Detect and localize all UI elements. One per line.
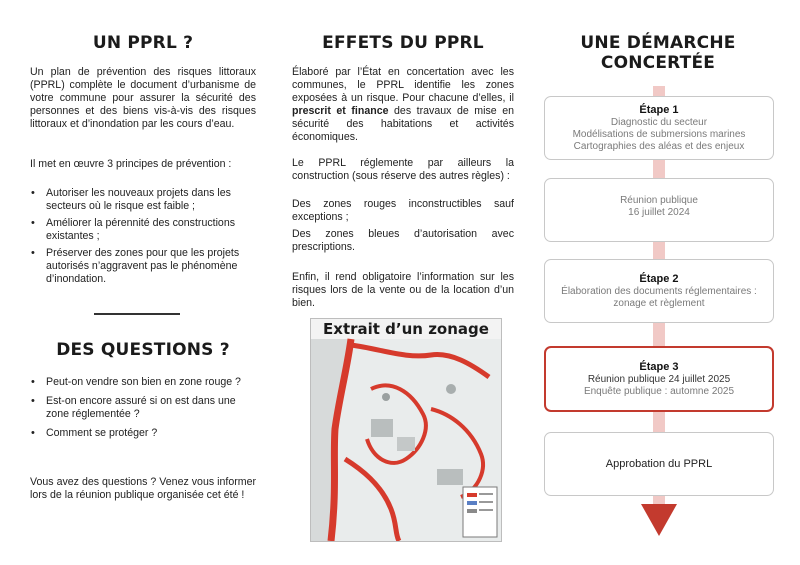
step-line: Élaboration des documents réglementaires : (561, 286, 757, 297)
questions-list (30, 376, 256, 446)
step-line: Approbation du PPRL (605, 458, 713, 470)
principles-list (30, 187, 256, 290)
timeline-step-reunion (544, 178, 774, 242)
principles-intro: Il met en œuvre 3 principes de prévention : (30, 158, 232, 170)
effets-text-a: Élaboré par l’État en concertation avec les communes, le PPRL identifie les zones exposées à un risque. Pour chacune d’elles, il (292, 66, 514, 104)
step-line: Cartographies des aléas et des enjeux (573, 141, 745, 152)
timeline-step-3 (544, 346, 774, 412)
step-line: Réunion publique (620, 195, 698, 206)
step-label: Étape 3 (639, 361, 679, 373)
list-item: • Peut-on vendre son bien en zone rouge ? (30, 376, 256, 389)
effets-paragraph-2: Le PPRL réglemente par ailleurs la construction (sous réserve des autres règles) : (292, 157, 514, 182)
step-line: zonage et règlement (613, 298, 705, 309)
timeline-step-approbation (544, 432, 774, 496)
list-item: • Est-on encore assuré si on est dans une zone réglementée ? (30, 395, 256, 421)
outro-paragraph: Vous avez des questions ? Venez vous informer lors de la réunion publique organisée cet été ! (30, 476, 256, 501)
zoning-map-figure (310, 318, 502, 542)
step-line: 16 juillet 2024 (628, 207, 690, 218)
timeline-step-2 (544, 259, 774, 323)
divider (94, 313, 180, 315)
step-line: Réunion publique 24 juillet 2025 (587, 374, 731, 385)
step-label: Étape 2 (639, 273, 679, 285)
step-line: Modélisations de submersions marines (572, 129, 746, 140)
arrow-down-icon (641, 504, 677, 536)
title-line-1: UNE DÉMARCHE (580, 33, 736, 53)
timeline-step-1 (544, 96, 774, 160)
section-title-questions: DES QUESTIONS ? (56, 340, 230, 360)
section-title-demarche (540, 33, 776, 73)
effets-paragraph-4: Des zones bleues d’autorisation avec prescriptions. (292, 228, 514, 253)
effets-paragraph-1 (292, 66, 514, 144)
section-title-un-pprl: UN PPRL ? (92, 33, 194, 53)
intro-paragraph: Un plan de prévention des risques littoraux (PPRL) complète le document d’urbanisme de votre commune pour assurer la sécurité des personnes et des biens vis-à-vis des risques littoraux et d’inondation par les cours d’eau. (30, 66, 256, 130)
map-title: Extrait d’un zonage (323, 320, 489, 338)
effets-paragraph-3: Des zones rouges inconstructibles sauf exceptions ; (292, 198, 514, 223)
list-item: • Comment se protéger ? (30, 427, 256, 440)
step-line: Diagnostic du secteur (610, 117, 708, 128)
list-item: • Préserver des zones pour que les projets autorisés n’aggravent pas le phénomène d’inondation. (30, 247, 256, 286)
list-item: • Autoriser les nouveaux projets dans les secteurs où le risque est faible ; (30, 187, 256, 213)
section-title-effets: EFFETS DU PPRL (322, 33, 484, 53)
effets-text-c: des travaux de mise en sécurité des habitations et activités économiques. (292, 105, 514, 143)
step-label: Étape 1 (639, 104, 679, 116)
title-line-2: CONCERTÉE (600, 53, 716, 73)
effets-emphasis: prescrit et finance (292, 105, 389, 117)
list-item: • Améliorer la pérennité des constructions existantes ; (30, 217, 256, 243)
step-line: Enquête publique : automne 2025 (583, 386, 735, 397)
effets-paragraph-5: Enfin, il rend obligatoire l’information sur les risques lors de la vente ou de la location d’un bien. (292, 271, 514, 309)
zoning-map-image (311, 319, 501, 541)
